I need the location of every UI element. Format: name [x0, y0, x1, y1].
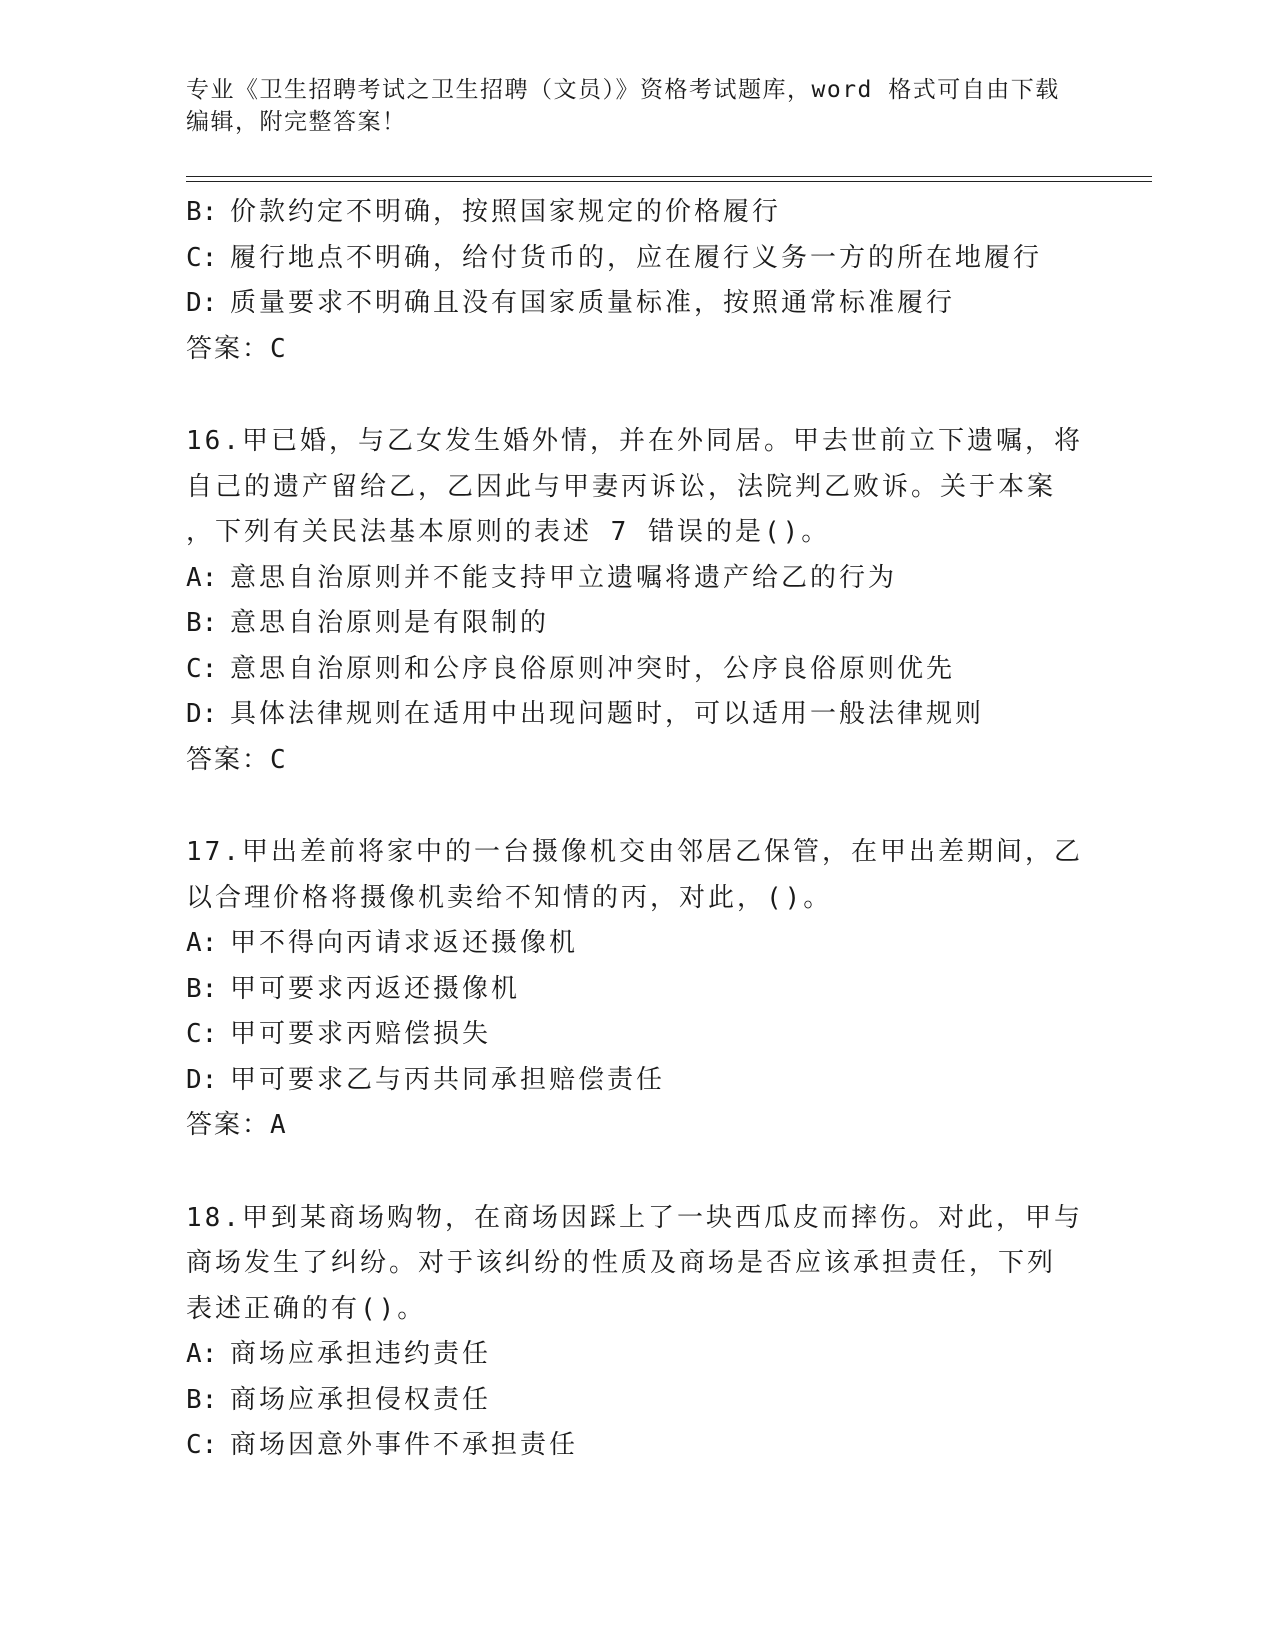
- answer-label: 答案：: [186, 1110, 271, 1140]
- answer-line: [186, 1103, 1086, 1149]
- option-text: 甲可要求丙返还摄像机: [230, 973, 521, 1004]
- header-line-2: 编辑，附完整答案！: [186, 109, 407, 135]
- option-text: 商场应承担侵权责任: [230, 1384, 492, 1415]
- spacer: [186, 1149, 1086, 1196]
- option-letter: D:: [186, 288, 218, 318]
- option-letter: A:: [186, 1339, 218, 1369]
- option-text: 甲不得向丙请求返还摄像机: [230, 928, 579, 958]
- question-stem-line: 17.甲出差前将家中的一台摄像机交由邻居乙保管，在甲出差期间，乙: [186, 837, 1083, 867]
- option-line: [186, 1058, 1086, 1104]
- option-text: 意思自治原则是有限制的: [230, 608, 550, 638]
- document-header: [186, 74, 1086, 138]
- option-letter: C:: [186, 653, 218, 684]
- answer-line: [186, 327, 1086, 373]
- option-line: [186, 967, 1086, 1013]
- option-letter: C:: [186, 1019, 218, 1049]
- answer-line: [186, 738, 1086, 784]
- option-letter: B:: [186, 608, 218, 638]
- question-block-17: [186, 830, 1086, 1149]
- option-line: [186, 1378, 1086, 1424]
- option-letter: B:: [186, 1384, 218, 1415]
- question-stem-line: 自己的遗产留给乙，乙因此与甲妻丙诉讼，法院判乙败诉。关于本案: [186, 471, 1057, 502]
- header-divider-bottom: [186, 181, 1152, 182]
- question-block-18: [186, 1196, 1086, 1469]
- answer-label: 答案：: [186, 744, 271, 775]
- option-line: [186, 692, 1086, 738]
- option-line: [186, 1423, 1086, 1469]
- answer-value: A: [270, 1110, 289, 1140]
- option-text: 具体法律规则在适用中出现问题时，可以适用一般法律规则: [230, 699, 985, 729]
- answer-value: C: [270, 333, 289, 364]
- option-letter: D:: [186, 699, 218, 729]
- option-letter: D:: [186, 1064, 218, 1095]
- question-stem-line: 以合理价格将摄像机卖给不知情的丙，对此，()。: [186, 882, 833, 913]
- spacer: [186, 783, 1086, 830]
- question-stem-line: 18.甲到某商场购物，在商场因踩上了一块西瓜皮而摔伤。对此，甲与: [186, 1202, 1083, 1233]
- question-list: [186, 190, 1086, 1469]
- option-line: [186, 1332, 1086, 1378]
- option-letter: C:: [186, 242, 218, 273]
- option-letter: B:: [186, 973, 218, 1004]
- option-text: 甲可要求丙赔偿损失: [230, 1019, 492, 1049]
- option-letter: A:: [186, 562, 218, 593]
- option-text: 履行地点不明确，给付货币的，应在履行义务一方的所在地履行: [230, 242, 1043, 273]
- option-line: [186, 1012, 1086, 1058]
- option-line: [186, 190, 1086, 236]
- header-divider-top: [186, 176, 1152, 177]
- option-line: [186, 281, 1086, 327]
- answer-value: C: [270, 744, 289, 775]
- option-text: 意思自治原则并不能支持甲立遗嘱将遗产给乙的行为: [230, 562, 898, 593]
- question-stem-line: ，下列有关民法基本原则的表述 7 错误的是()。: [186, 517, 831, 547]
- option-line: [186, 236, 1086, 282]
- question-block-15: [186, 190, 1086, 372]
- spacer: [186, 372, 1086, 419]
- header-line-1: 专业《卫生招聘考试之卫生招聘（文员）》资格考试题库，word 格式可自由下载: [186, 77, 1060, 103]
- option-text: 质量要求不明确且没有国家质量标准，按照通常标准履行: [230, 288, 956, 318]
- option-text: 意思自治原则和公序良俗原则冲突时，公序良俗原则优先: [230, 653, 956, 684]
- option-text: 商场因意外事件不承担责任: [230, 1430, 579, 1460]
- question-stem-line: 商场发生了纠纷。对于该纠纷的性质及商场是否应该承担责任，下列: [186, 1248, 1057, 1278]
- option-letter: A:: [186, 928, 218, 958]
- question-block-16: [186, 419, 1086, 783]
- option-line: [186, 556, 1086, 602]
- option-line: [186, 647, 1086, 693]
- option-text: 甲可要求乙与丙共同承担赔偿责任: [230, 1064, 666, 1095]
- question-stem-line: 表述正确的有()。: [186, 1293, 427, 1324]
- option-line: [186, 601, 1086, 647]
- option-text: 价款约定不明确，按照国家规定的价格履行: [230, 197, 782, 227]
- option-letter: B:: [186, 197, 218, 227]
- question-stem-line: 16.甲已婚，与乙女发生婚外情，并在外同居。甲去世前立下遗嘱，将: [186, 426, 1083, 456]
- option-text: 商场应承担违约责任: [230, 1339, 492, 1369]
- option-letter: C:: [186, 1430, 218, 1460]
- option-line: [186, 921, 1086, 967]
- answer-label: 答案：: [186, 333, 271, 364]
